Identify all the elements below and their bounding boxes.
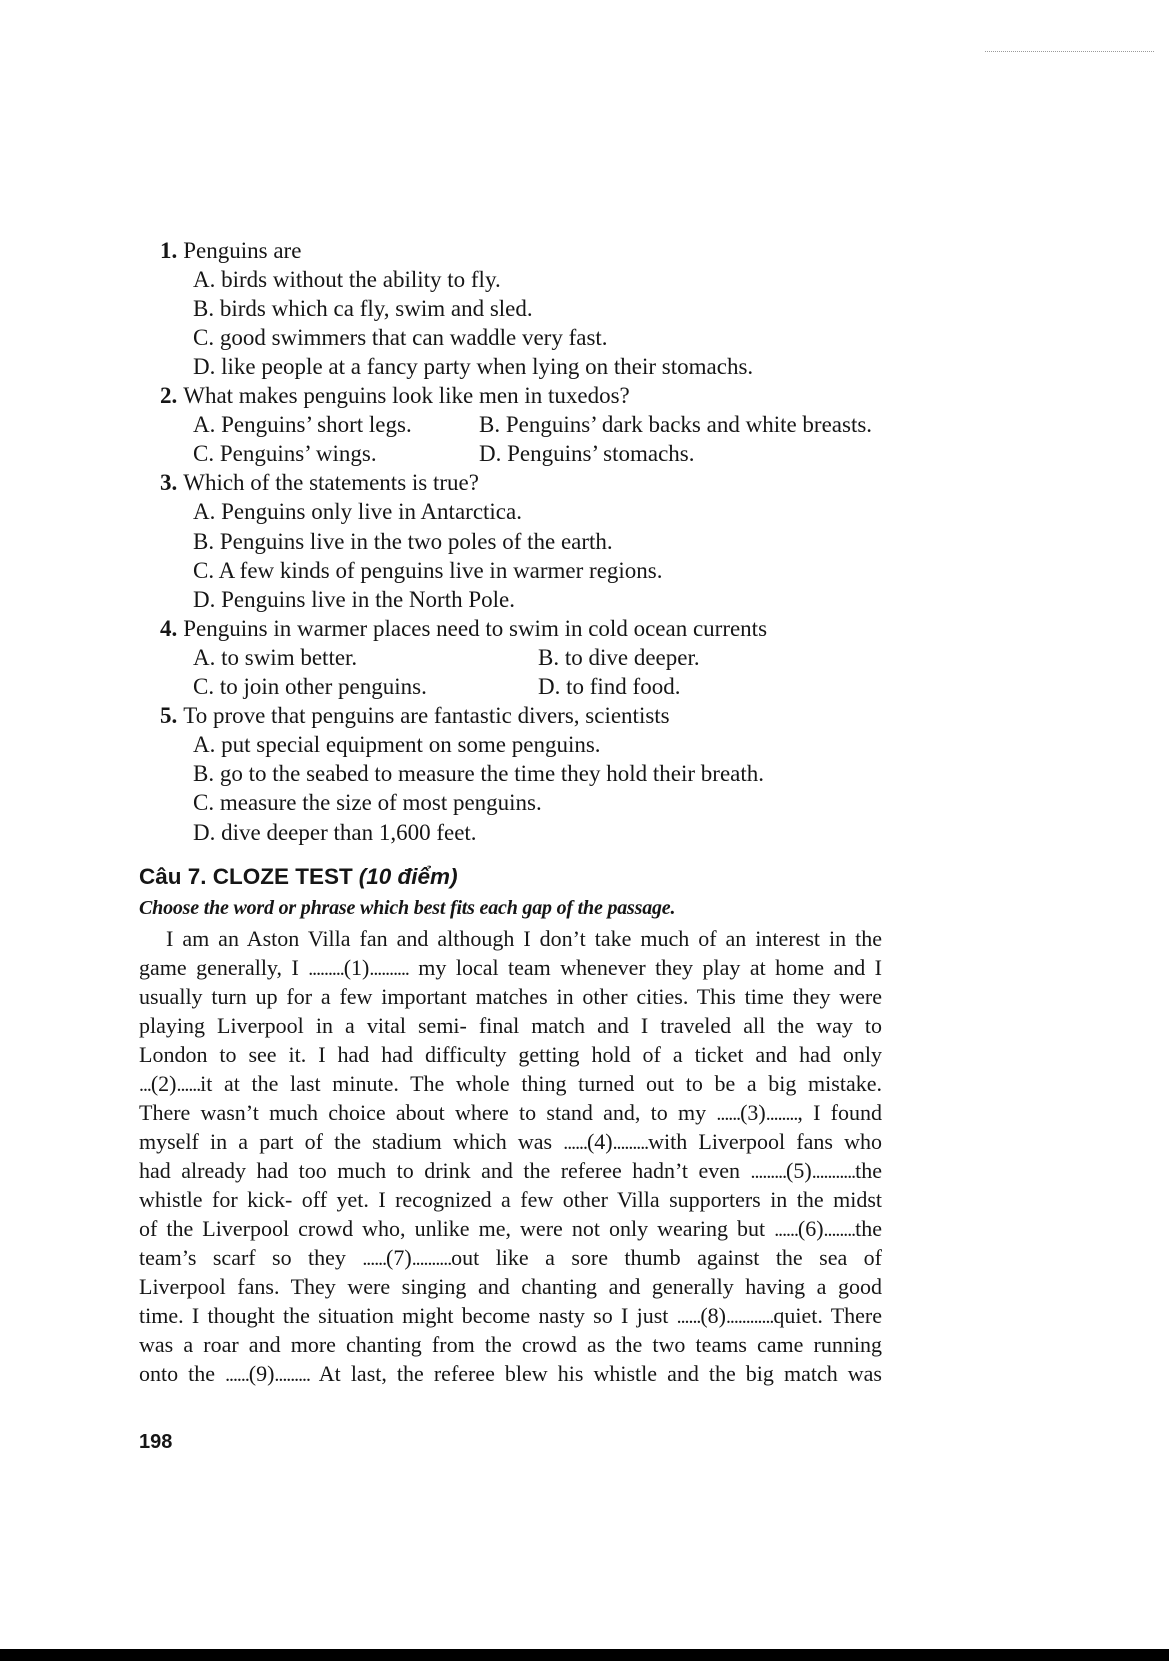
- gap-dots: ......: [362, 1248, 387, 1271]
- gap-dots: ......: [774, 1219, 798, 1242]
- question-1-option-a: A. birds without the ability to fly.: [193, 266, 501, 292]
- passage-line: London to see it. I had had difficulty getting hold of a ticket and had only: [139, 1042, 882, 1068]
- passage-line: playing Liverpool in a vital semi- final match and I traveled all the way to: [139, 1013, 882, 1039]
- gap-dots: ............: [725, 1306, 774, 1329]
- scan-artifact-line: [985, 51, 1154, 52]
- question-2-option-a: A. Penguins’ short legs.: [193, 412, 412, 438]
- question-stem: Penguins in warmer places need to swim in cold ocean currents: [183, 615, 768, 641]
- question-3-option-b: B. Penguins live in the two poles of the earth.: [193, 528, 613, 554]
- question-4-option-b: B. to dive deeper.: [538, 644, 700, 670]
- question-1-option-d: D. like people at a fancy party when lying on their stomachs.: [193, 353, 754, 379]
- passage-line: There wasn’t much choice about where to stand and, to my ......(3)........, I found: [139, 1100, 882, 1126]
- question-2-option-d: D. Penguins’ stomachs.: [479, 441, 695, 467]
- gap-dots: ...........: [811, 1161, 856, 1184]
- gap-dots: .........: [274, 1364, 310, 1387]
- section-points: (10 điểm): [358, 864, 458, 889]
- question-stem: Penguins are: [183, 237, 302, 263]
- gap-dots: ......: [716, 1103, 741, 1126]
- passage-line: usually turn up for a few important matches in other cities. This time they were: [139, 984, 882, 1010]
- passage-line: Liverpool fans. They were singing and chanting and generally having a good: [139, 1274, 882, 1300]
- passage-line: I am an Aston Villa fan and although I don’t take much of an interest in the: [166, 926, 882, 951]
- question-5: [160, 701, 670, 730]
- question-2: [160, 381, 630, 410]
- question-5-option-b: B. go to the seabed to measure the time they hold their breath.: [193, 761, 765, 787]
- passage-line: game generally, I .........(1).......... my local team whenever they play at home and I: [139, 955, 882, 981]
- gap-dots: ........: [765, 1103, 798, 1126]
- question-5-option-d: D. dive deeper than 1,600 feet.: [193, 819, 477, 845]
- question-4-option-d: D. to find food.: [538, 674, 681, 699]
- gap-dots: ........: [823, 1219, 856, 1242]
- gap-dots: ......: [225, 1364, 249, 1387]
- passage-line: onto the ......(9)......... At last, the referee blew his whistle and the big match was: [139, 1361, 882, 1387]
- question-3-option-c: C. A few kinds of penguins live in warmer regions.: [193, 557, 663, 583]
- passage-line: was a roar and more chanting from the crowd as the two teams came running: [139, 1332, 882, 1358]
- gap-dots: ..........: [411, 1248, 452, 1271]
- gap-dots: ...: [139, 1074, 151, 1097]
- gap-dots: .........: [750, 1161, 787, 1184]
- passage-line: time. I thought the situation might become nasty so I just ......(8)............quiet. There: [139, 1303, 882, 1329]
- question-2-option-b: B. Penguins’ dark backs and white breasts.: [479, 412, 873, 438]
- question-4-option-a: A. to swim better.: [193, 644, 358, 670]
- gap-dots: .........: [308, 958, 344, 981]
- gap-dots: ......: [676, 1306, 701, 1329]
- question-4: [160, 614, 767, 643]
- question-stem: Which of the statements is true?: [183, 470, 479, 496]
- gap-dots: ..........: [369, 958, 409, 981]
- cloze-passage: [139, 924, 882, 1388]
- question-3-option-a: A. Penguins only live in Antarctica.: [193, 499, 522, 525]
- question-number: 1.: [160, 237, 178, 263]
- question-2-option-c: C. Penguins’ wings.: [193, 441, 377, 467]
- section-instruction: Choose the word or phrase which best fits each gap of the passage.: [139, 897, 676, 919]
- scan-edge-bar: [0, 1649, 1169, 1661]
- question-1: [160, 236, 301, 265]
- question-stem: What makes penguins look like men in tuxedos?: [183, 383, 630, 408]
- question-5-option-c: C. measure the size of most penguins.: [193, 790, 542, 816]
- question-number: 3.: [160, 470, 178, 496]
- question-1-option-b: B. birds which ca fly, swim and sled.: [193, 295, 533, 321]
- question-5-option-a: A. put special equipment on some penguins.: [193, 732, 601, 758]
- question-number: 5.: [160, 703, 178, 729]
- gap-dots: ......: [176, 1074, 201, 1097]
- question-3-option-d: D. Penguins live in the North Pole.: [193, 586, 515, 612]
- question-number: 4.: [160, 615, 178, 641]
- passage-line: ...(2)......it at the last minute. The whole thing turned out to be a big mistake.: [139, 1071, 882, 1097]
- passage-line: myself in a part of the stadium which was ......(4).........with Liverpool fans who: [139, 1129, 882, 1155]
- gap-dots: .........: [612, 1132, 649, 1155]
- question-3: [160, 468, 479, 497]
- gap-dots: ......: [563, 1132, 587, 1155]
- passage-line: of the Liverpool crowd who, unlike me, were not only wearing but ......(6)........the: [139, 1216, 882, 1242]
- question-1-option-c: C. good swimmers that can waddle very fast.: [193, 324, 608, 350]
- question-4-option-c: C. to join other penguins.: [193, 674, 427, 699]
- passage-line: had already had too much to drink and the referee hadn’t even .........(5)...........the: [139, 1158, 882, 1184]
- passage-line: whistle for kick- off yet. I recognized a few other Villa supporters in the midst: [139, 1187, 882, 1213]
- section-heading: [139, 863, 458, 891]
- passage-line: team’s scarf so they ......(7)..........out like a sore thumb against the sea of: [139, 1245, 882, 1271]
- question-number: 2.: [160, 383, 178, 408]
- section-title: Câu 7. CLOZE TEST: [139, 864, 353, 889]
- page-number: 198: [139, 1431, 173, 1453]
- question-stem: To prove that penguins are fantastic divers, scientists: [183, 703, 670, 729]
